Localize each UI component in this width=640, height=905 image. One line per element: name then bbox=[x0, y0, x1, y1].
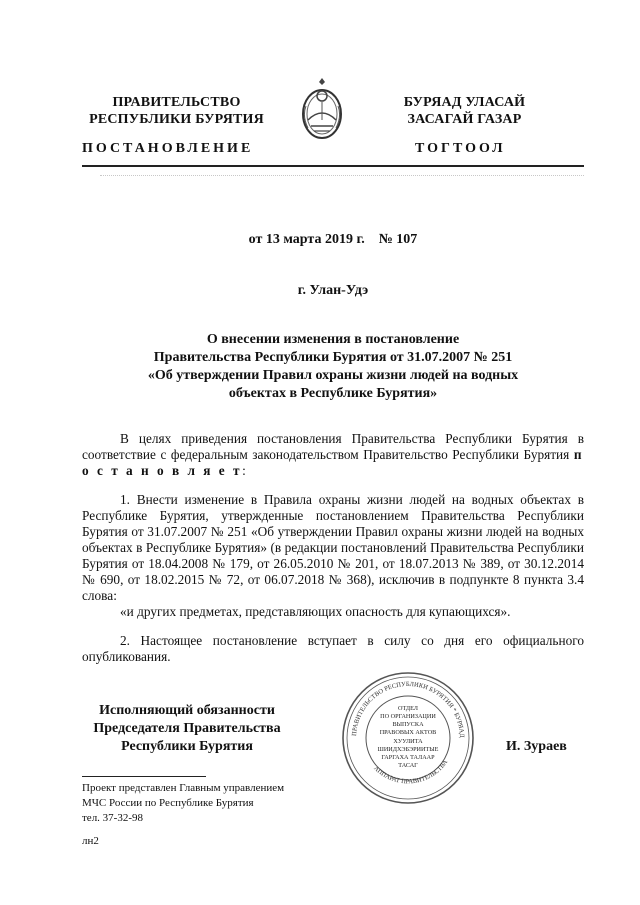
city: г. Улан-Удэ bbox=[297, 283, 369, 298]
stamp-inner-line: ТАСАГ bbox=[398, 762, 418, 769]
preamble-text: В целях приведения постановления Правительства Республики Бурятия в соответствие с федеральным законодательством Правительство Республики Бурятия bbox=[82, 431, 584, 462]
header-left-block bbox=[84, 94, 269, 128]
stamp-ring-top: ПРАВИТЕЛЬСТВО РЕСПУБЛИКИ БУРЯТИЯ * БУРЯАД bbox=[350, 680, 466, 738]
resolves-word: п о с т а н о в л я е т bbox=[82, 447, 584, 478]
item-2-paragraph: 2. Настоящее постановление вступает в силу со дня его официального опубликования. bbox=[82, 633, 584, 664]
footer-phone: тел. 37-32-98 bbox=[82, 812, 144, 824]
stamp-inner-line: ПРАВОВЫХ АКТОВ bbox=[379, 729, 437, 736]
title-line: О внесении изменения в постановление bbox=[206, 332, 460, 347]
stamp-inner-line: ГАРГАХА ТАЛААР bbox=[381, 754, 435, 761]
signatory-line: Республики Бурятия bbox=[121, 739, 253, 754]
document-title bbox=[82, 331, 584, 403]
footer-line: МЧС России по Республике Бурятия bbox=[82, 797, 254, 809]
republic-name-bua: ЗАСАГАЙ ГАЗАР bbox=[407, 112, 522, 127]
item-1-quote: «и других предметах, представляющих опасность для купающихся». bbox=[120, 604, 511, 619]
republic-name: РЕСПУБЛИКИ БУРЯТИЯ bbox=[89, 112, 264, 127]
date-and-number: от 13 марта 2019 г. № 107 bbox=[248, 232, 418, 247]
government-name: ПРАВИТЕЛЬСТВО bbox=[112, 95, 241, 110]
doc-type-bua: ТОГТООЛ bbox=[415, 141, 506, 156]
government-name-bua: БУРЯАД УЛАСАЙ bbox=[403, 95, 526, 110]
doc-type-ru: ПОСТАНОВЛЕНИЕ bbox=[82, 141, 254, 156]
title-line: объектах в Республике Бурятия» bbox=[228, 386, 438, 401]
resolves-colon: : bbox=[242, 463, 246, 478]
stamp-inner-line: ВЫПУСКА bbox=[392, 721, 424, 728]
header-rule bbox=[82, 165, 584, 167]
signatory-name: И. Зураев bbox=[506, 739, 567, 754]
signatory-title bbox=[82, 702, 292, 756]
item-1-paragraph: 1. Внести изменение в Правила охраны жизни людей на водных объектах в Республике Бурятия, утвержденные постановлением Правительства Республики Бурятия от 31.07.2007 № 251 «Об утверждении Правил охраны жизни людей на водных объектах в Республике Бурятия» (в редакции постановлений Правительства Республики Бурятия от 18.04.2008 № 179, от 26.05.2010 № 201, от 18.07.2013 № 389, от 30.12.2014 № 690, от 18.02.2015 № 72, от 06.07.2018 № 368), исключив в подпункте 8 пункта 3.4 слова: bbox=[82, 492, 584, 603]
stamp-ring-bottom: АППАРАТ ПРАВИТЕЛЬСТВА bbox=[372, 758, 450, 786]
stamp-inner-line: ОТДЕЛ bbox=[398, 705, 418, 712]
footer-note bbox=[82, 781, 382, 826]
footer-rule bbox=[82, 776, 206, 777]
coat-of-arms-icon bbox=[298, 76, 346, 142]
footer-code: лн2 bbox=[82, 835, 99, 847]
title-line: Правительства Республики Бурятия от 31.07.2007 № 251 bbox=[153, 350, 513, 365]
signatory-line: Председателя Правительства bbox=[93, 721, 281, 736]
signatory-line: Исполняющий обязанности bbox=[99, 703, 275, 718]
header-right-block bbox=[372, 94, 557, 128]
preamble-paragraph bbox=[82, 431, 584, 479]
stamp-inner-line: ХУУЛИТА bbox=[393, 738, 423, 745]
stamp-inner-line: ПО ОРГАНИЗАЦИИ bbox=[380, 713, 436, 720]
document-body bbox=[82, 431, 584, 665]
title-line: «Об утверждении Правил охраны жизни людей на водных bbox=[147, 368, 519, 383]
footer-line: Проект представлен Главным управлением bbox=[82, 782, 285, 794]
stamp-inner-line: ШИИДХЭБЭРИИТЫЕ bbox=[377, 746, 439, 753]
header-dotted-line bbox=[100, 175, 584, 176]
